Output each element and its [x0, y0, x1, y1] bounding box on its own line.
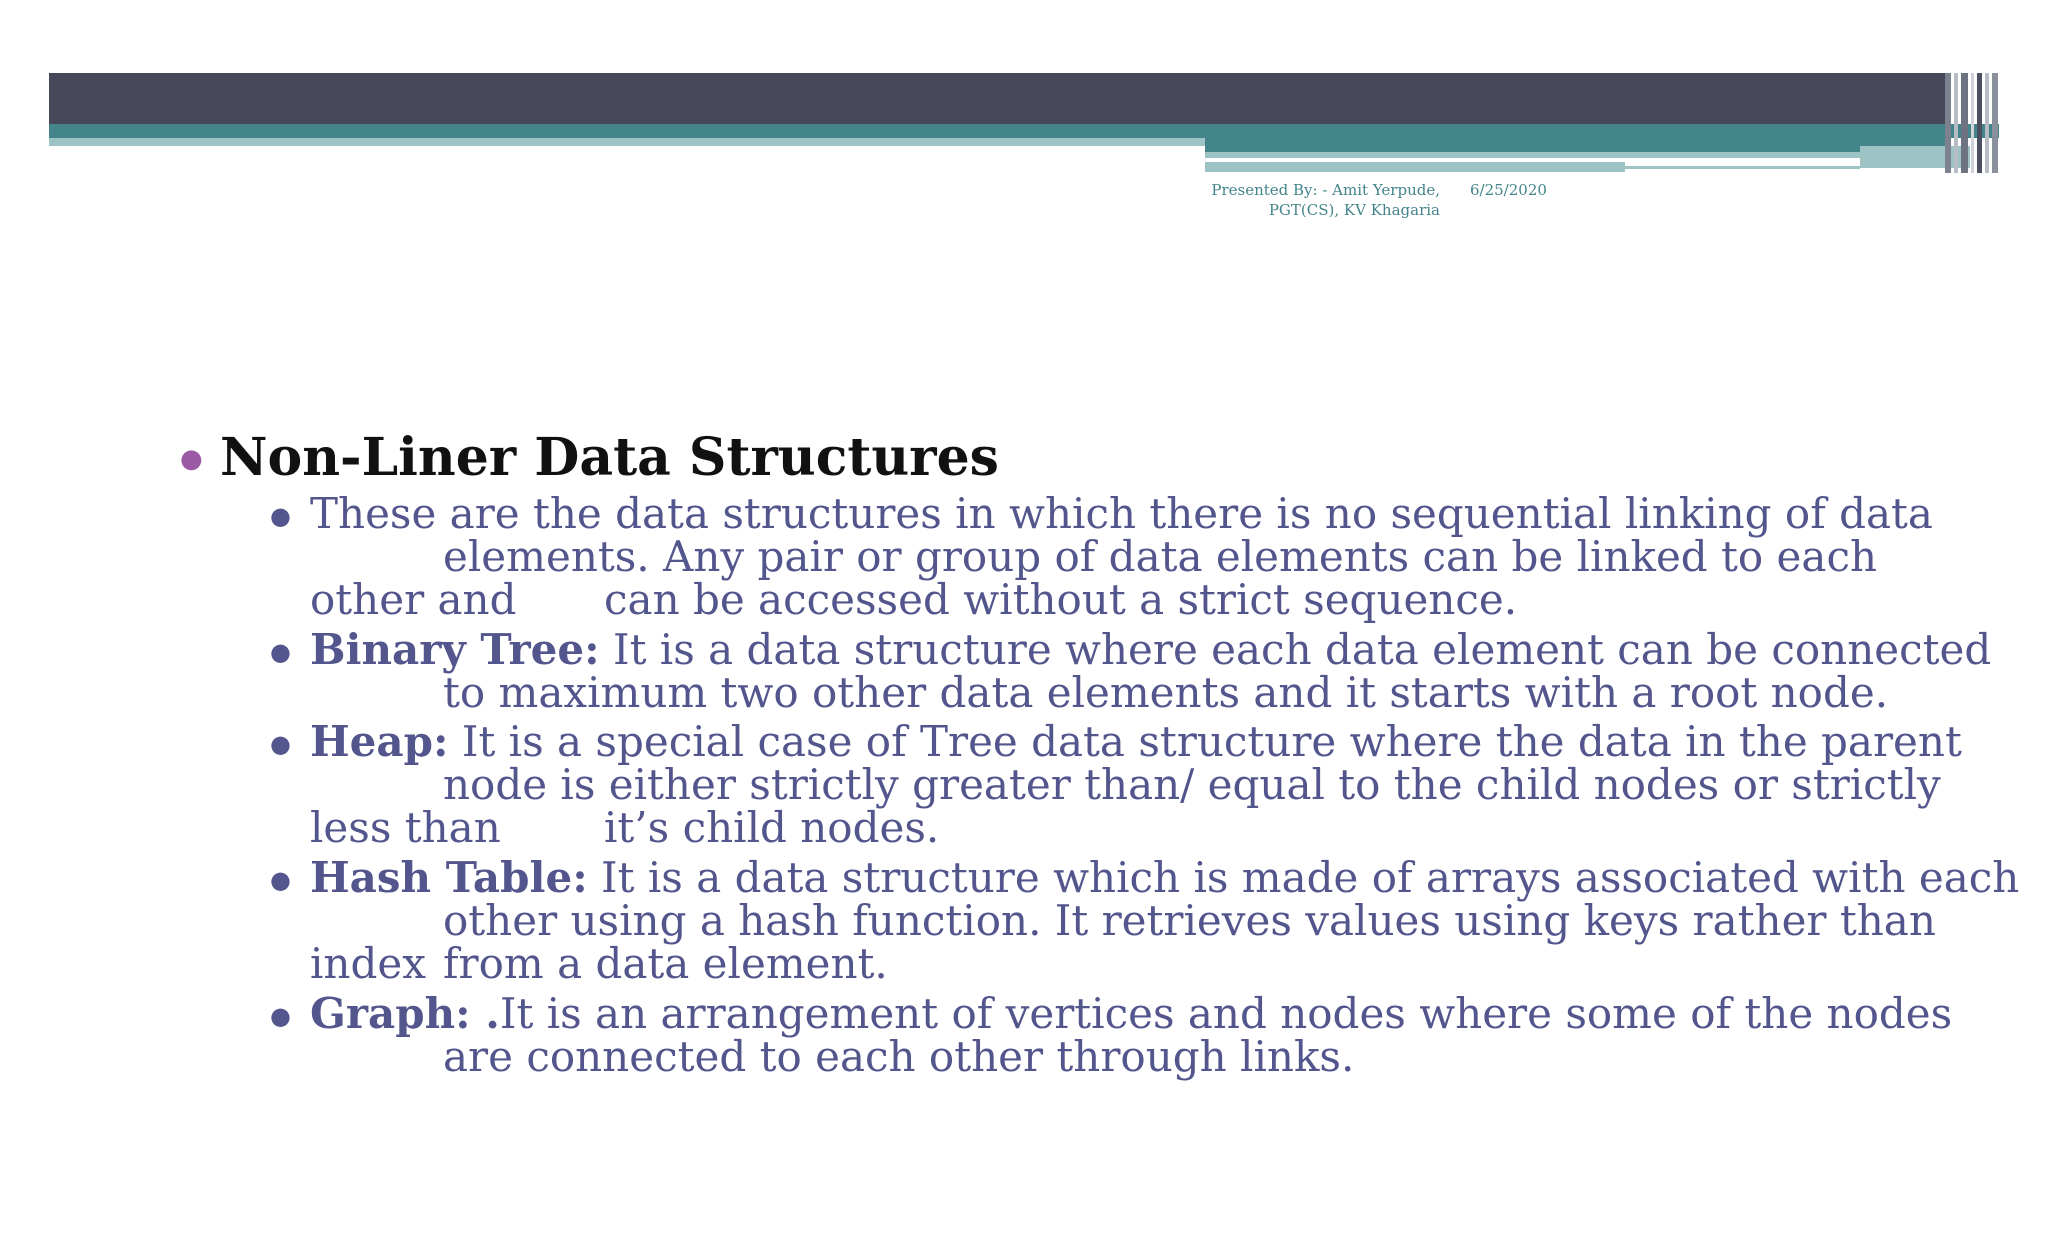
slide-date: 6/25/2020 [1470, 181, 1547, 199]
item-text: It is an arrangement of vertices and nodes where some of the nodes [499, 989, 1953, 1038]
header-dark-bar [49, 73, 1949, 124]
bullet-icon: ● [270, 502, 291, 530]
header-light-bar-right [1205, 152, 1860, 158]
item-line: less than [310, 803, 501, 852]
item-line [310, 717, 1962, 766]
presenter-line2: PGT(CS), KV Khagaria [1268, 201, 1440, 219]
item-term: Heap: [310, 717, 449, 766]
item-line: node is either strictly greater than/ equal to the child nodes or strictly [443, 760, 1941, 809]
item-term: Graph: . [310, 989, 500, 1038]
header-light-bar-left [49, 138, 1205, 146]
bullet-icon: ● [270, 730, 291, 758]
item-line: are connected to each other through links. [443, 1032, 1355, 1081]
item-line: it’s child nodes. [604, 803, 940, 852]
bullet-icon: ● [270, 638, 291, 666]
header-light-bar-lower [1205, 162, 1625, 172]
stripe [1954, 73, 1958, 173]
stripe [1971, 73, 1974, 173]
item-line [310, 989, 1953, 1038]
header-thin-line [1625, 166, 1860, 169]
presenter-line1: Presented By: - Amit Yerpude, [1211, 181, 1440, 199]
item-line [310, 625, 1992, 674]
bullet-icon: ● [180, 444, 203, 474]
header-stripes [1945, 73, 2003, 173]
item-line: These are the data structures in which there is no sequential linking of data [310, 489, 1933, 538]
stripe [1985, 73, 1989, 173]
stripe [1945, 73, 1951, 173]
item-term: Binary Tree: [310, 625, 600, 674]
presenter-info [1190, 180, 1440, 220]
bullet-icon: ● [270, 1002, 291, 1030]
item-line: to maximum two other data elements and it starts with a root node. [443, 668, 1889, 717]
item-text: It is a data structure which is made of arrays associated with each [587, 853, 2020, 902]
stripe [1992, 73, 1998, 173]
item-line: index [310, 939, 426, 988]
item-line: can be accessed without a strict sequence. [604, 575, 1518, 624]
stripe [1977, 73, 1982, 173]
item-text: It is a data structure where each data element can be connected [599, 625, 1992, 674]
bullet-icon: ● [270, 866, 291, 894]
item-text: It is a special case of Tree data structure where the data in the parent [448, 717, 1962, 766]
item-line: other using a hash function. It retrieves values using keys rather than [443, 896, 1936, 945]
slide-heading: Non-Liner Data Structures [220, 427, 999, 488]
item-line: from a data element. [443, 939, 888, 988]
item-term: Hash Table: [310, 853, 588, 902]
item-line: other and [310, 575, 517, 624]
item-line: elements. Any pair or group of data elements can be linked to each [443, 532, 1878, 581]
header-teal-bar [49, 124, 1999, 138]
stripe [1961, 73, 1968, 173]
item-line [310, 853, 2020, 902]
header-teal-bar-right [1205, 138, 1945, 152]
